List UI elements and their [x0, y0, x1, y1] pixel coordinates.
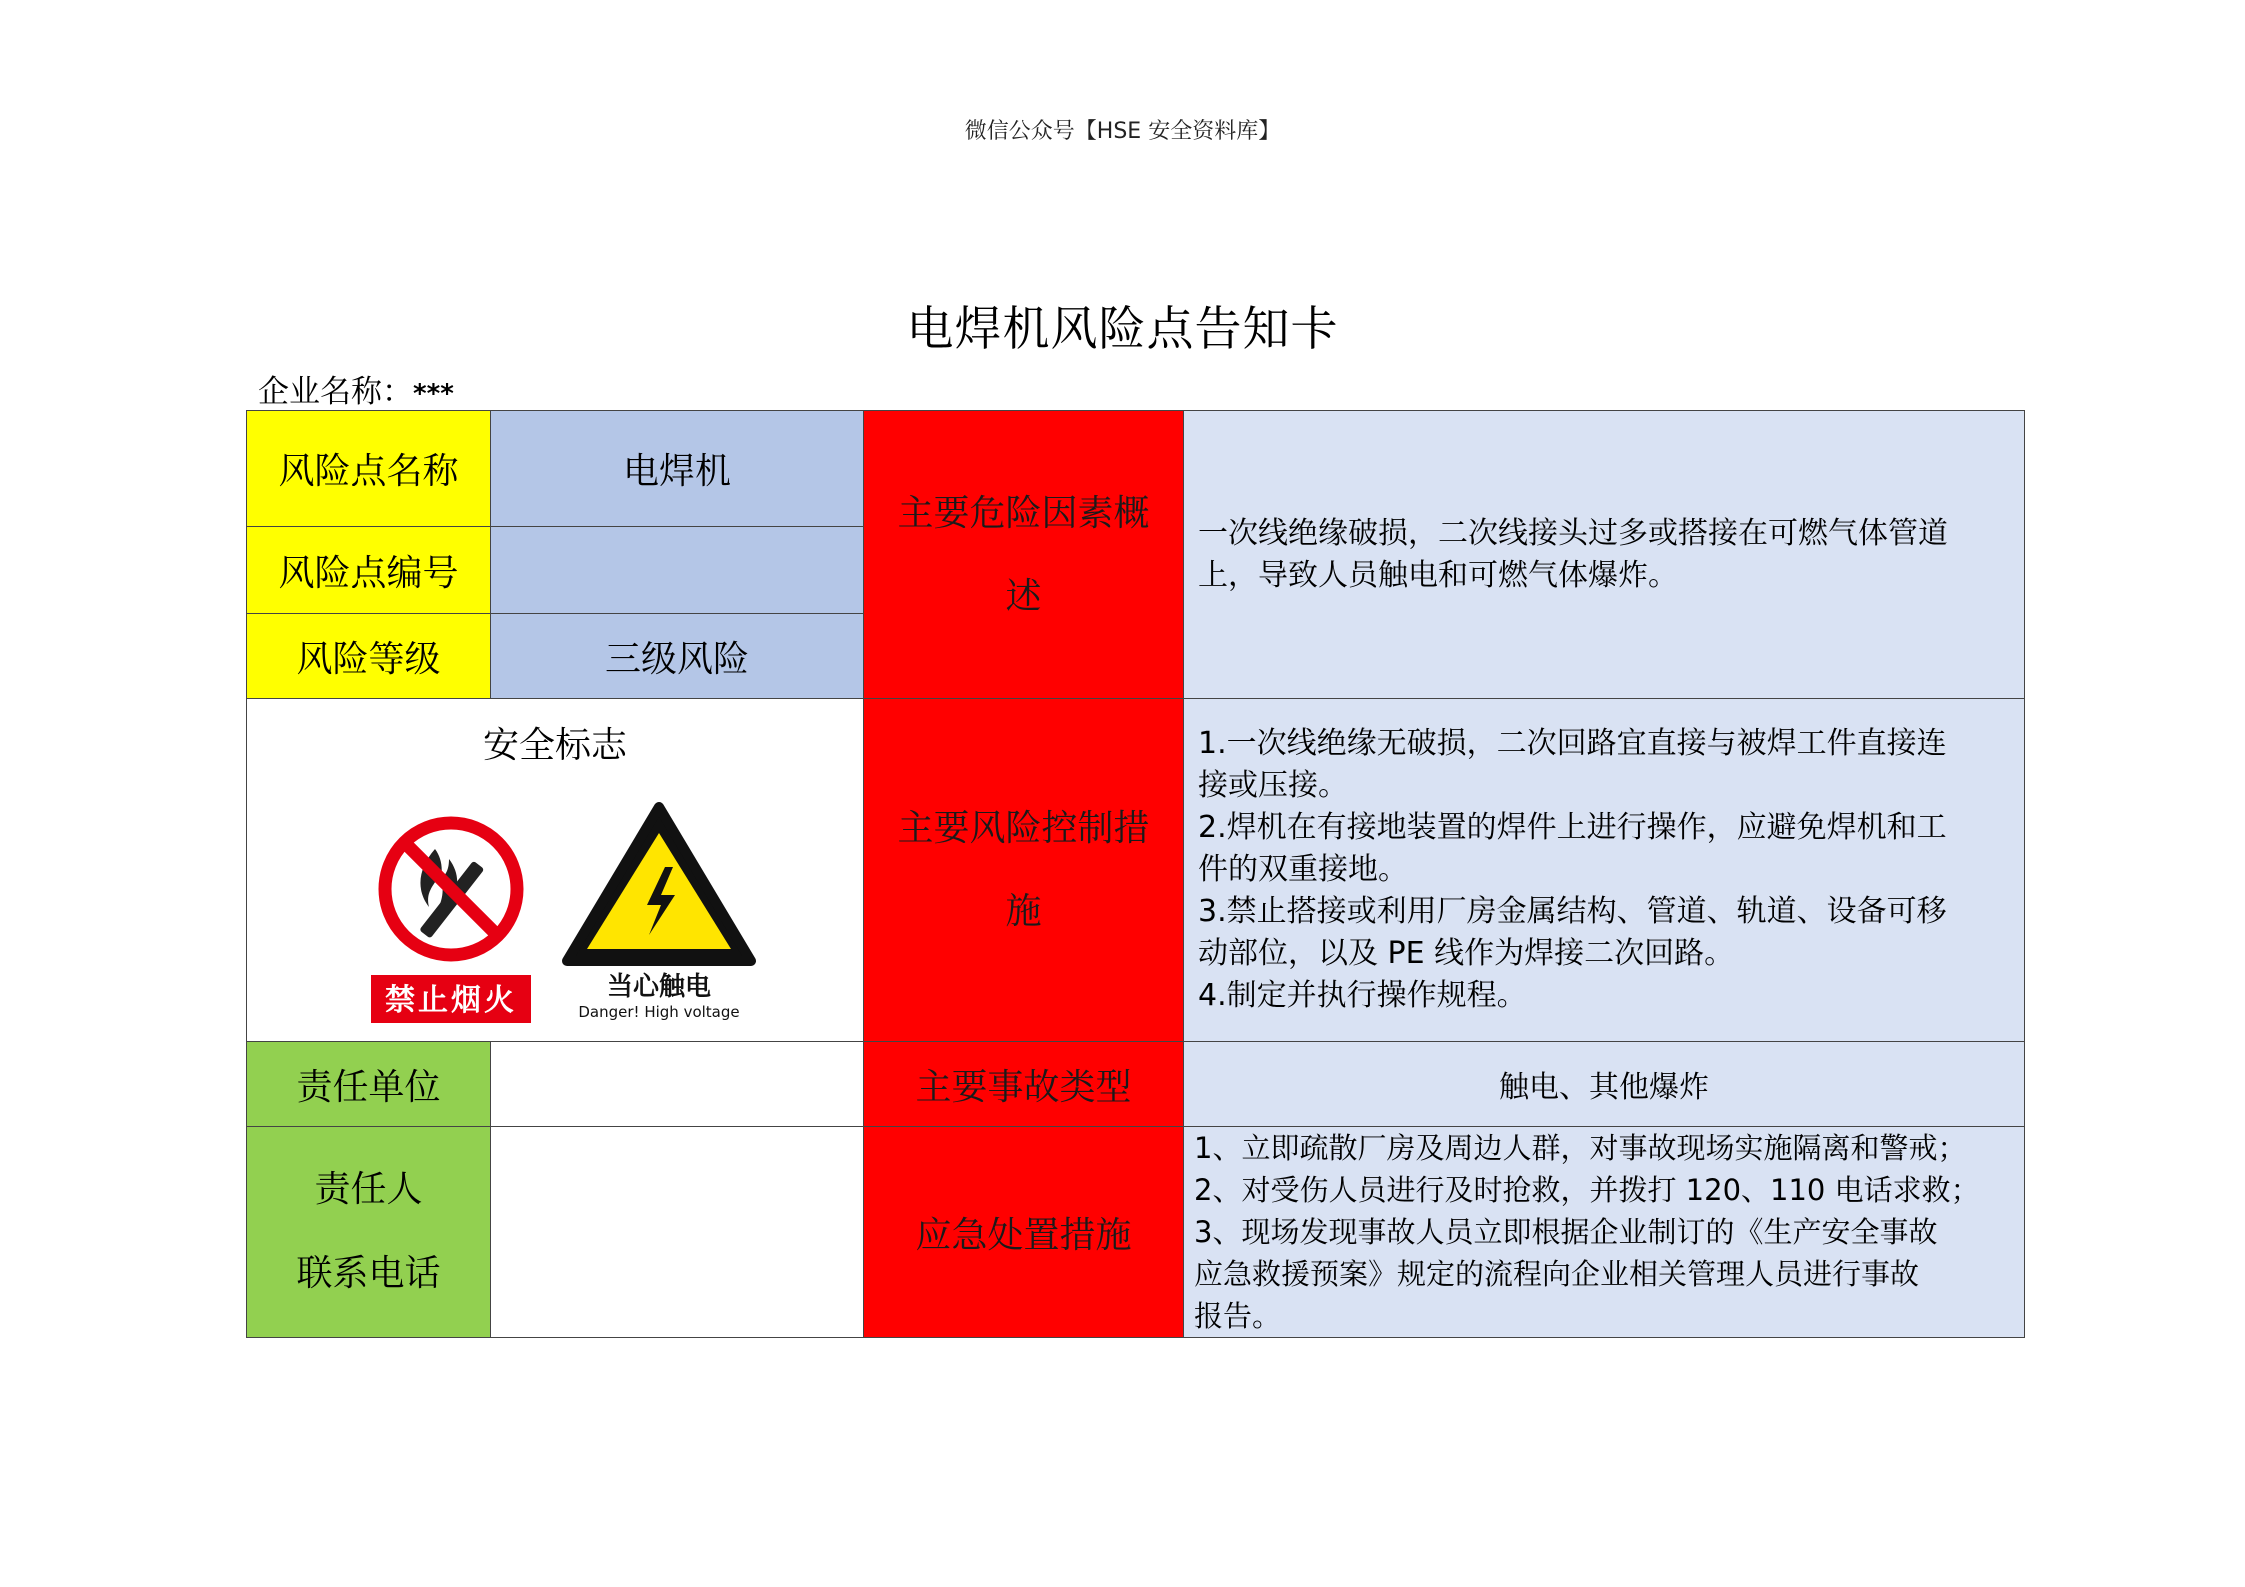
emergency-measures-line: 3、现场发现事故人员立即根据企业制订的《生产安全事故 [1194, 1215, 1938, 1249]
risk-code-label-cell [246, 526, 491, 614]
control-measures-desc-cell [1183, 698, 2025, 1042]
header-note: 微信公众号【HSE 安全资料库】 [964, 119, 1281, 144]
control-measures-label-line: 主要风险控制措 [897, 808, 1150, 849]
hazard-summary-line: 上，导致人员触电和可燃气体爆炸。 [1198, 557, 1678, 593]
responsible-person-label-line: 责任人 [314, 1169, 423, 1210]
emergency-measures-line: 报告。 [1194, 1299, 1282, 1333]
emergency-measures-label: 应急处置措施 [915, 1214, 1132, 1256]
emergency-measures-line: 应急救援预案》规定的流程向企业相关管理人员进行事故 [1194, 1257, 1920, 1291]
responsible-unit-value-cell [490, 1041, 864, 1127]
no-fire-sign-icon [371, 815, 531, 1025]
risk-name-label-cell [246, 410, 491, 527]
accident-types-label-cell [863, 1041, 1184, 1127]
risk-name-value-cell [490, 410, 864, 527]
risk-level-label: 风险等级 [296, 638, 441, 680]
risk-name-value: 电焊机 [622, 451, 731, 492]
hazard-summary-label-line: 述 [1005, 575, 1042, 617]
risk-code-value-cell [490, 526, 864, 614]
control-measures-line: 动部位，以及 PE 线作为焊接二次回路。 [1198, 936, 1735, 971]
responsible-person-label-line: 联系电话 [296, 1253, 441, 1294]
accident-types-value: 触电、其他爆炸 [1499, 1070, 1709, 1105]
safety-signs-cell [246, 698, 864, 1042]
safety-signs-label: 安全标志 [482, 725, 627, 766]
emergency-measures-line: 1、立即疏散厂房及周边人群，对事故现场实施隔离和警戒； [1194, 1131, 1967, 1165]
hazard-summary-line: 一次线绝缘破损，二次线接头过多或搭接在可燃气体管道 [1198, 515, 1948, 551]
risk-name-label: 风险点名称 [278, 451, 459, 492]
hazard-summary-desc-cell [1183, 410, 2025, 699]
control-measures-line: 2.焊机在有接地装置的焊件上进行操作，应避免焊机和工 [1198, 810, 1947, 845]
emergency-measures-line: 2、对受伤人员进行及时抢救，并拨打 120、110 电话求救； [1194, 1173, 1980, 1207]
responsible-person-label-cell [246, 1126, 491, 1338]
risk-level-value-cell [490, 613, 864, 699]
company-label: 企业名称： [258, 374, 413, 410]
control-measures-label-line: 施 [1005, 891, 1042, 932]
electric-hazard-subcaption: Danger! High voltage [578, 1003, 740, 1021]
hazard-summary-label-cell [863, 410, 1184, 699]
control-measures-line: 1.一次线绝缘无破损，二次回路宜直接与被焊工件直接连 [1198, 726, 1947, 761]
emergency-measures-desc-cell [1183, 1126, 2025, 1338]
control-measures-line: 接或压接。 [1198, 768, 1348, 803]
responsible-unit-label-cell [246, 1041, 491, 1127]
control-measures-line: 件的双重接地。 [1198, 852, 1408, 887]
control-measures-line: 4.制定并执行操作规程。 [1198, 978, 1527, 1013]
control-measures-label-cell [863, 698, 1184, 1042]
company-value: *** [413, 379, 454, 409]
accident-types-label: 主要事故类型 [915, 1066, 1132, 1108]
risk-level-label-cell [246, 613, 491, 699]
electric-hazard-sign-icon [547, 793, 771, 1025]
page-title: 电焊机风险点告知卡 [906, 302, 1339, 357]
risk-level-value: 三级风险 [604, 638, 749, 680]
emergency-measures-label-cell [863, 1126, 1184, 1338]
control-measures-line: 3.禁止搭接或利用厂房金属结构、管道、轨道、设备可移 [1198, 894, 1947, 929]
risk-code-label: 风险点编号 [278, 552, 459, 594]
hazard-summary-label-line: 主要危险因素概 [897, 492, 1150, 534]
electric-hazard-caption: 当心触电 [606, 972, 712, 1002]
responsible-person-value-cell [490, 1126, 864, 1338]
company-line [258, 366, 454, 411]
no-fire-caption: 禁止烟火 [385, 983, 517, 1018]
responsible-unit-label: 责任单位 [296, 1066, 441, 1108]
accident-types-value-cell [1183, 1041, 2025, 1127]
